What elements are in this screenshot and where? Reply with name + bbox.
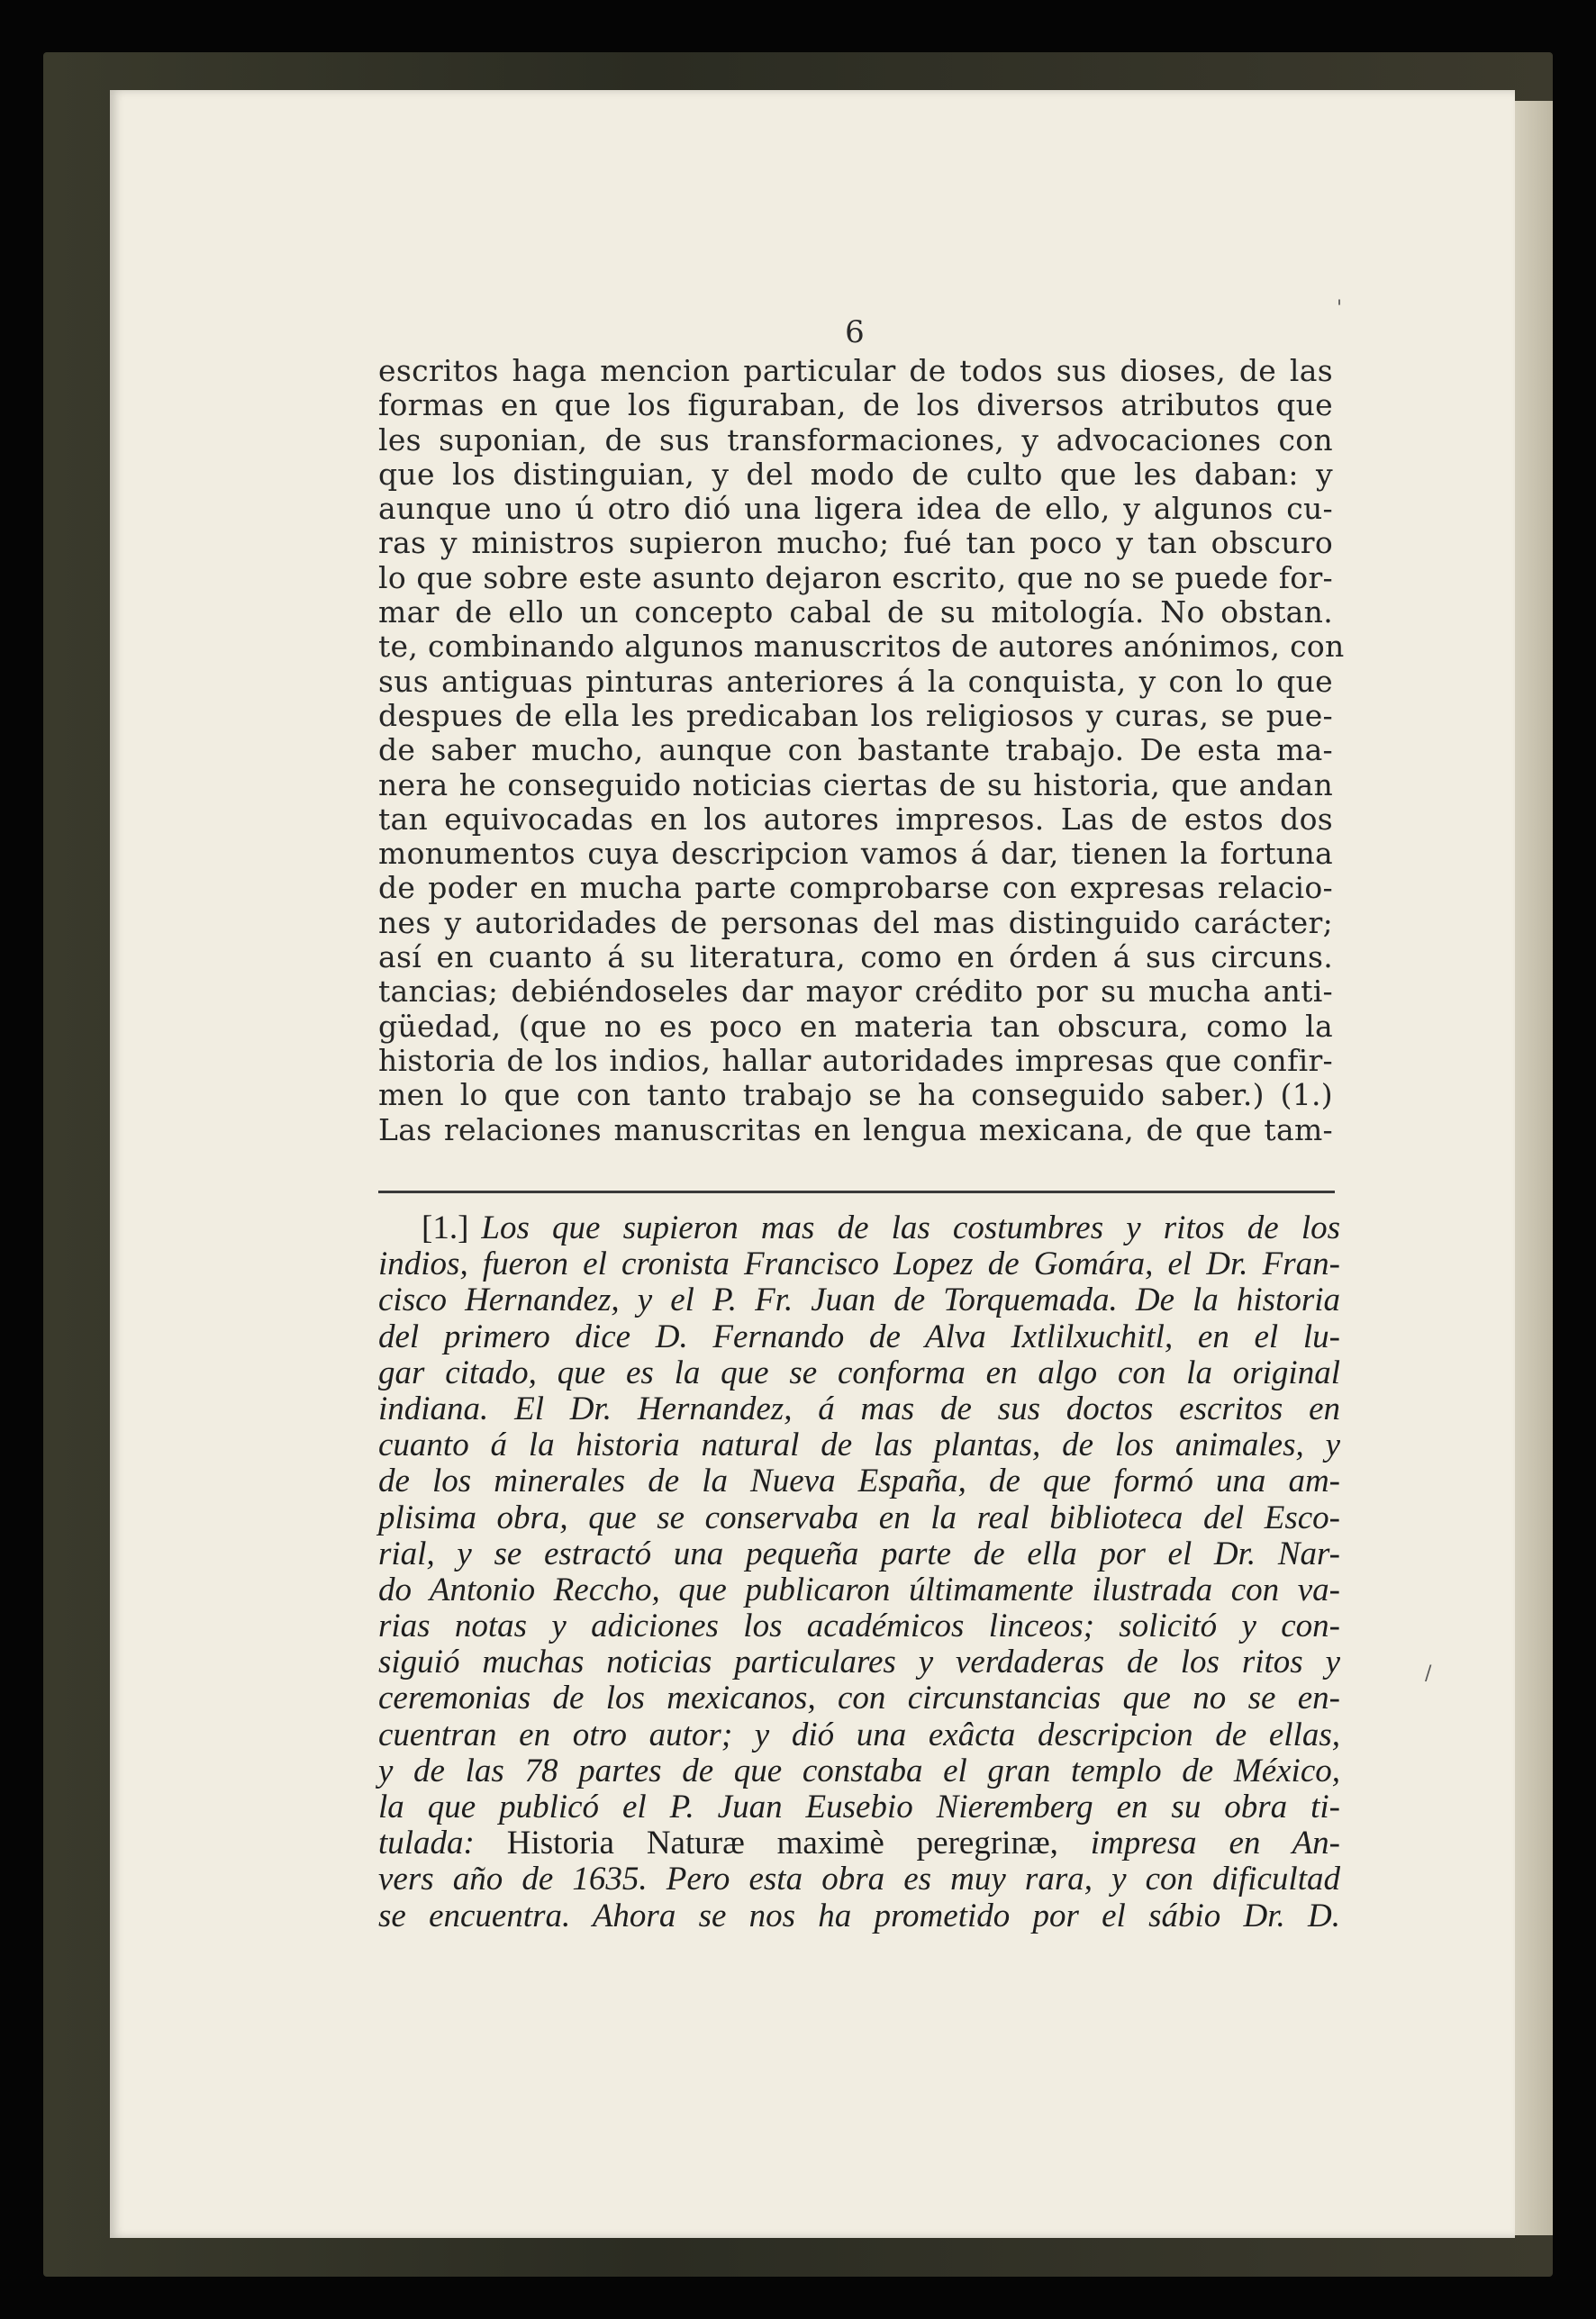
body-line: Las relaciones manuscritas en lengua mexicana, de que tam- (378, 1111, 1333, 1147)
body-line: nes y autoridades de personas del mas distinguido carácter; (378, 904, 1333, 940)
cited-work-title: Historia Naturæ maximè peregrinæ, (506, 1825, 1058, 1862)
footnote-separator-rule (378, 1191, 1335, 1193)
body-line: de poder en mucha parte comprobarse con expresas relacio- (378, 870, 1333, 906)
footnote-line: rial, y se estractó una pequeña parte de ella por el Dr. Nar- (378, 1535, 1340, 1572)
body-line: formas en que los figuraban, de los diversos atributos que (378, 387, 1333, 423)
footnote-line: cuanto á la historia natural de las plantas, de los animales, y (378, 1427, 1340, 1464)
body-line: ras y ministros supieron mucho; fué tan poco y tan obscuro (378, 525, 1333, 561)
page-number: 6 (845, 314, 865, 350)
body-line: tan equivocadas en los autores impresos. Las de estos dos (378, 801, 1333, 837)
stray-mark: / (1425, 1662, 1432, 1685)
body-line: que los distinguian, y del modo de culto que les daban: y (378, 456, 1333, 492)
body-line: nera he conseguido noticias ciertas de su historia, que andan (378, 766, 1333, 802)
footnote-line (378, 1825, 1340, 1862)
footnote-line: cuentran en otro autor; y dió una exâcta descripcion de ellas, (378, 1716, 1340, 1753)
footnote-line: gar citado, que es la que se conforma en algo con la original (378, 1354, 1340, 1391)
body-line: mar de ello un concepto cabal de su mitología. No obstan. (378, 594, 1333, 630)
footnote-marker: [1.] (422, 1209, 469, 1246)
body-line: lo que sobre este asunto dejaron escrito, que no se puede for- (378, 559, 1333, 595)
footnote-line: cisco Hernandez, y el P. Fr. Juan de Torquemada. De la historia (378, 1282, 1340, 1319)
footnote-titled-prefix: tulada: (378, 1825, 475, 1862)
body-line: historia de los indios, hallar autoridades impresas que confir- (378, 1042, 1333, 1078)
body-line: tancias; debiéndoseles dar mayor crédito por su mucha anti- (378, 974, 1333, 1010)
body-line: escritos haga mencion particular de todos sus dioses, de las (378, 353, 1333, 388)
footnote-line: la que publicó el P. Juan Eusebio Nieremberg en su obra ti- (378, 1789, 1340, 1825)
body-line: de saber mucho, aunque con bastante trabajo. De esta ma- (378, 732, 1333, 768)
body-line: les suponian, de sus transformaciones, y advocaciones con (378, 421, 1333, 457)
body-line: te, combinando algunos manuscritos de autores anónimos, con (378, 629, 1345, 665)
body-text (378, 353, 1345, 1147)
body-line: así en cuanto á su literatura, como en órden á sus circuns. (378, 939, 1333, 975)
footnote-line: se encuentra. Ahora se nos ha prometido por el sábio Dr. D. (378, 1897, 1340, 1934)
footnote-line: del primero dice D. Fernando de Alva Ixtlilxuchitl, en el lu- (378, 1318, 1340, 1355)
body-line: aunque uno ú otro dió una ligera idea de ello, y algunos cu- (378, 491, 1333, 527)
footnote-line: vers año de 1635. Pero esta obra es muy rara, y con dificultad (378, 1861, 1340, 1898)
footnote-line: ceremonias de los mexicanos, con circunstancias que no se en- (378, 1680, 1340, 1717)
body-line: despues de ella les predicaban los religiosos y curas, se pue- (378, 697, 1333, 733)
footnote-first-line: Los que supieron mas de las costumbres y ritos de los (481, 1209, 1340, 1246)
stray-mark: ' (1337, 297, 1343, 320)
footnote-titled-suffix: impresa en An- (1090, 1825, 1341, 1862)
footnote-line: de los minerales de la Nueva España, de que formó una am- (378, 1463, 1340, 1500)
body-line: güedad, (que no es poco en materia tan obscura, como la (378, 1008, 1333, 1044)
footnote-line (378, 1210, 1340, 1246)
footnote-line: rias notas y adiciones los académicos linceos; solicitó y con- (378, 1608, 1340, 1645)
footnote-line: plisima obra, que se conservaba en la real biblioteca del Esco- (378, 1499, 1340, 1536)
footnote-line: siguió muchas noticias particulares y verdaderas de los ritos y (378, 1644, 1340, 1681)
footnote-line: indiana. El Dr. Hernandez, á mas de sus doctos escritos en (378, 1390, 1340, 1427)
footnote-line: do Antonio Reccho, que publicaron últimamente ilustrada con va- (378, 1571, 1340, 1608)
footnote-line: indios, fueron el cronista Francisco Lopez de Gomára, el Dr. Fran- (378, 1246, 1340, 1283)
body-line: men lo que con tanto trabajo se ha conseguido saber.) (1.) (378, 1077, 1333, 1113)
footnote (378, 1210, 1340, 1934)
body-line: monumentos cuya descripcion vamos á dar, tienen la fortuna (378, 836, 1333, 872)
body-line: sus antiguas pinturas anteriores á la conquista, y con lo que (378, 663, 1333, 699)
footnote-line: y de las 78 partes de que constaba el gran templo de México, (378, 1752, 1340, 1789)
